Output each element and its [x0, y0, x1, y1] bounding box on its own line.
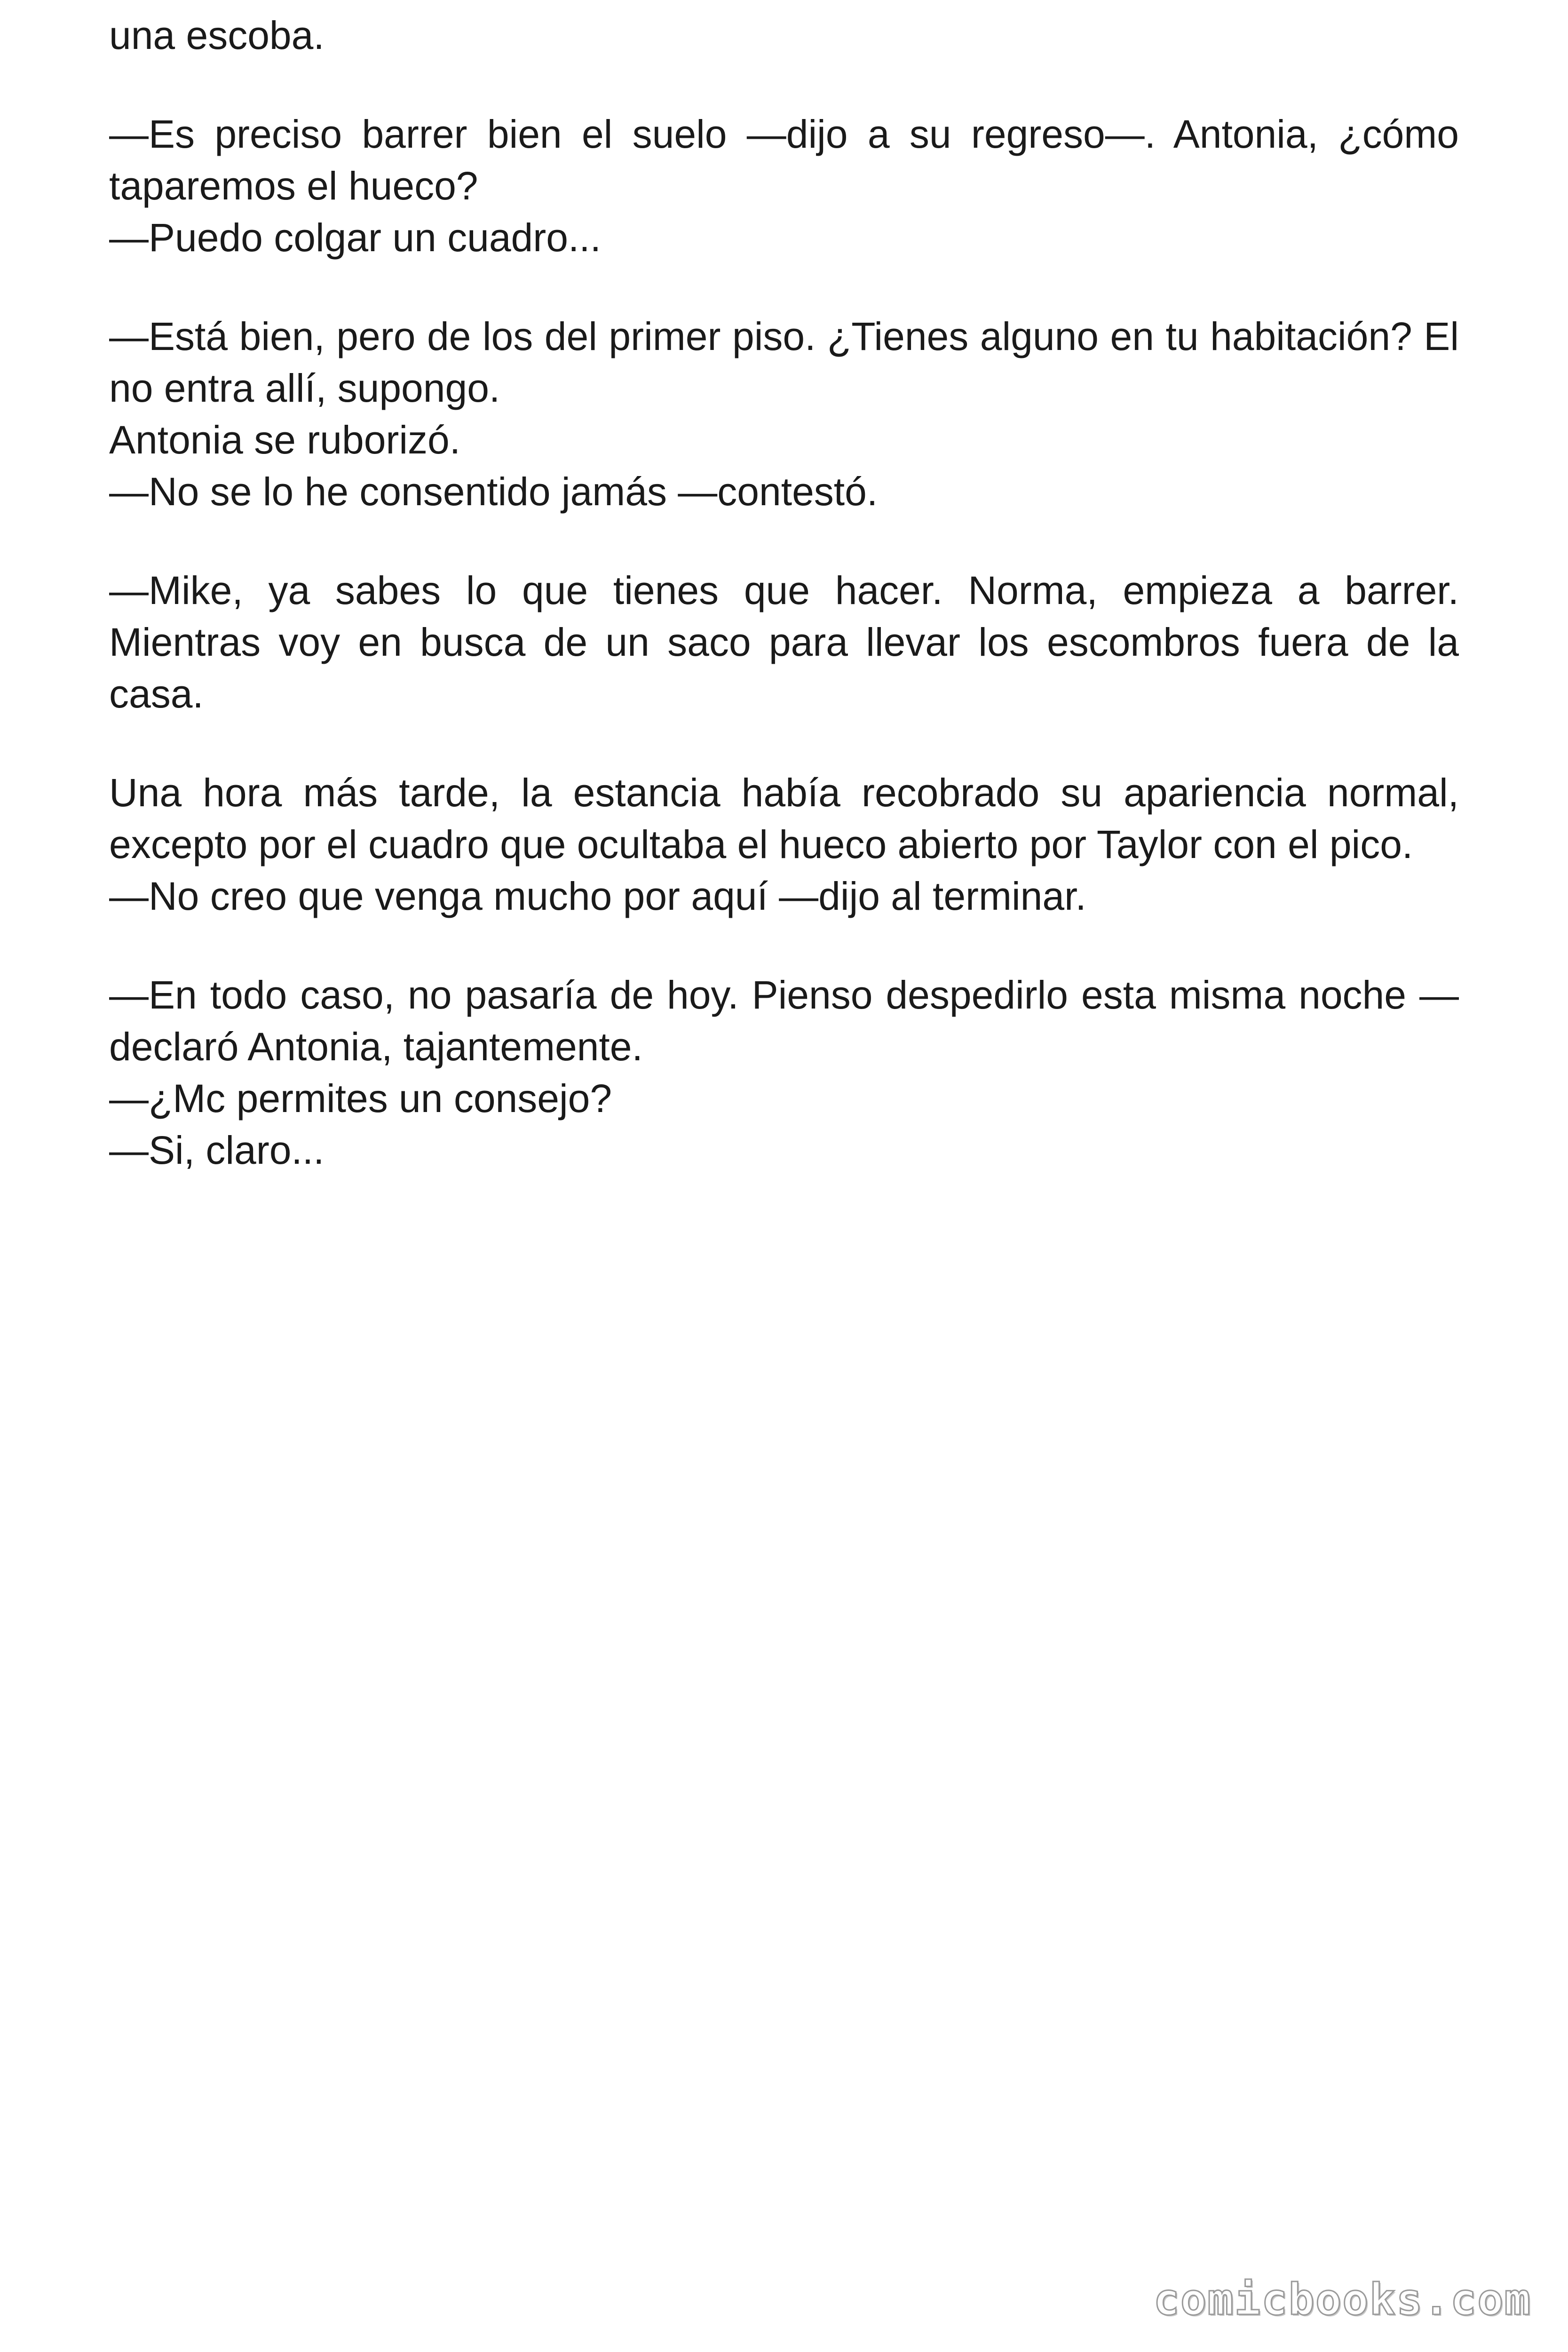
- text-line: —¿Mc permites un consejo?: [109, 1076, 612, 1120]
- paragraph: [109, 969, 1459, 1176]
- paragraph: [109, 9, 1459, 61]
- text-line: —Si, claro...: [109, 1128, 325, 1172]
- paragraph: [109, 767, 1459, 922]
- text-line: —Mike, ya sabes lo que tienes que hacer. Norma, empieza a barrer. Mientras voy en busca de un saco para llevar los escombros fuera de la casa.: [109, 568, 1459, 716]
- paragraph: [109, 564, 1459, 720]
- paragraph: [109, 108, 1459, 263]
- page-body: [109, 9, 1459, 1223]
- paragraph: [109, 310, 1459, 517]
- text-line: Una hora más tarde, la estancia había recobrado su apariencia normal, excepto por el cuadro que ocultaba el hueco abierto por Taylor con el pico.: [109, 771, 1459, 866]
- text-line: —Es preciso barrer bien el suelo —dijo a su regreso—. Antonia, ¿cómo taparemos el hueco?: [109, 112, 1459, 208]
- watermark: comicbooks.com: [1153, 2274, 1531, 2325]
- text-line: —En todo caso, no pasaría de hoy. Pienso despedirlo esta misma noche —declaró Antonia, tajantemente.: [109, 973, 1459, 1069]
- text-line: —Puedo colgar un cuadro...: [109, 215, 601, 260]
- text-line: Antonia se ruborizó.: [109, 418, 461, 462]
- text-line: una escoba.: [109, 13, 325, 57]
- text-line: —No se lo he consentido jamás —contestó.: [109, 469, 878, 514]
- text-line: —Está bien, pero de los del primer piso. ¿Tienes alguno en tu habitación? El no entra allí, supongo.: [109, 314, 1459, 410]
- text-line: —No creo que venga mucho por aquí —dijo al terminar.: [109, 874, 1086, 918]
